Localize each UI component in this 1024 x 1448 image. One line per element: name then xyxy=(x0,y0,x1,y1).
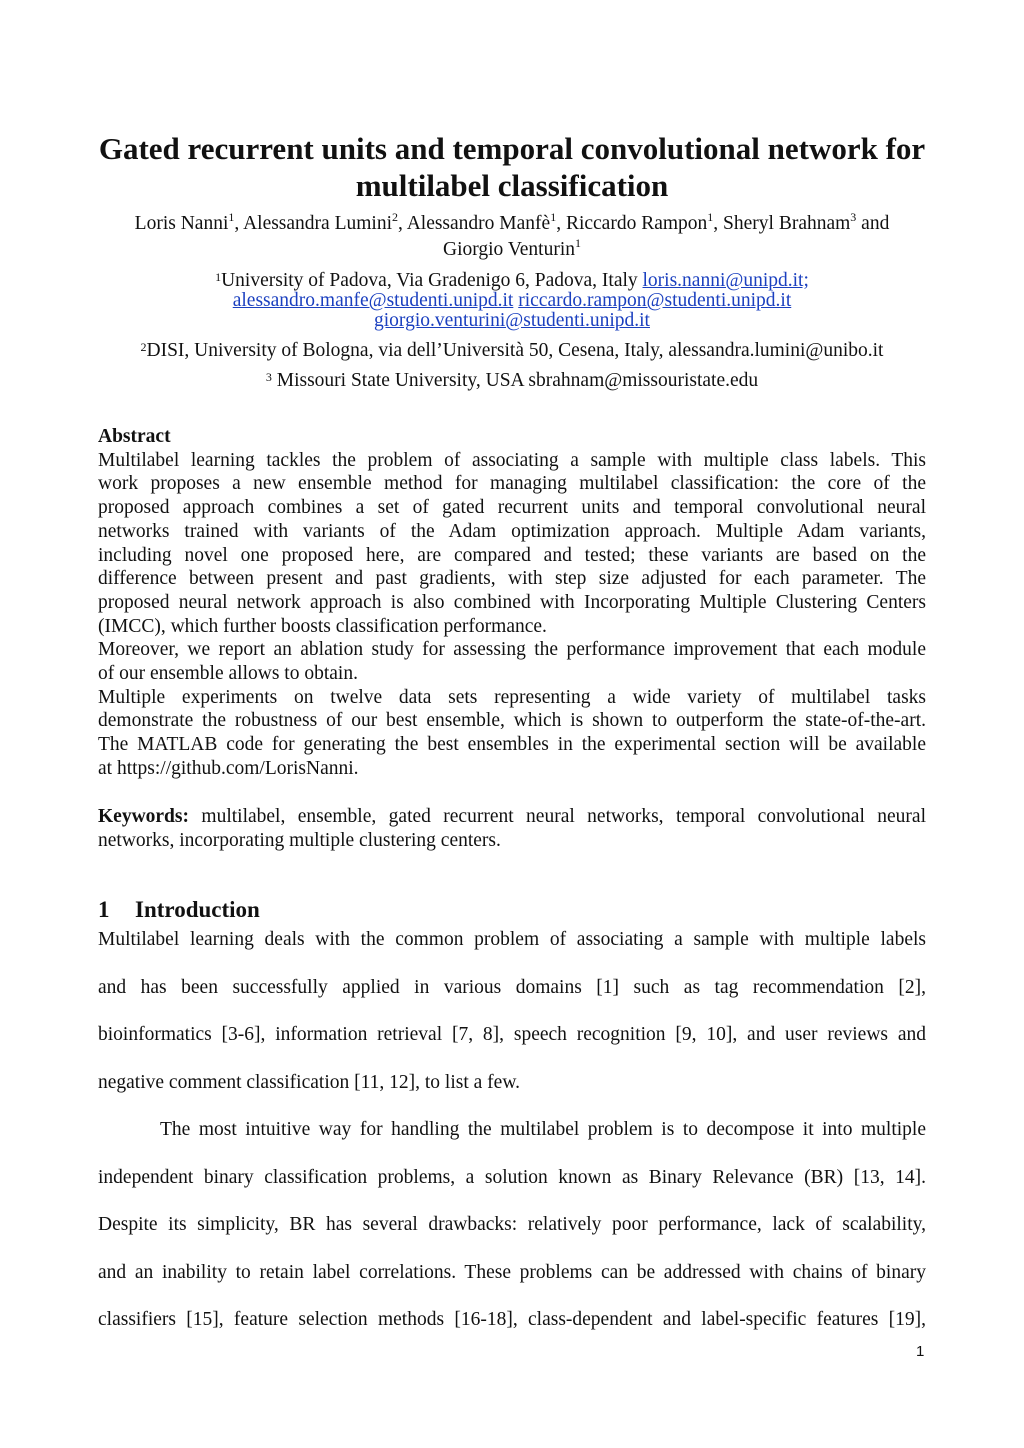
line-text: proposed neural network approach is also combined with Incorporating Multiple Clustering Centers xyxy=(98,591,926,613)
keywords xyxy=(98,805,926,852)
abstract xyxy=(98,425,926,781)
affiliation-text: DISI, University of Bologna, via dell’Università 50, Cesena, Italy, alessandra.lumini@unibo.it xyxy=(146,340,884,361)
author-name: Riccardo Rampon xyxy=(565,213,708,234)
author-name: Loris Nanni xyxy=(134,213,229,234)
text-line xyxy=(98,1011,926,1059)
affiliation-sup: 1 xyxy=(215,270,222,284)
author-line xyxy=(60,211,964,237)
line-text: at https://github.com/LorisNanni. xyxy=(98,757,359,779)
line-text: Despite its simplicity, BR has several drawbacks: relatively poor performance, lack of scalability, xyxy=(98,1214,926,1235)
text-line xyxy=(98,496,926,520)
author-name: Alessandro Manfè xyxy=(406,213,551,234)
keywords-label: Keywords: xyxy=(98,806,189,827)
line-text: The MATLAB code for generating the best ensembles in the experimental section will be available xyxy=(98,734,926,756)
affiliation-sup: 1 xyxy=(550,210,557,224)
text-line xyxy=(98,1059,926,1107)
text-line xyxy=(98,1201,926,1249)
author-name: Giorgio Venturin xyxy=(443,239,575,260)
text-line xyxy=(98,662,926,686)
text-line xyxy=(98,638,926,662)
affiliation-sup: 1 xyxy=(707,210,714,224)
text-line xyxy=(98,733,926,757)
author-list xyxy=(60,211,964,263)
line-text: Multilabel learning tackles the problem of associating a sample with multiple class labels. This xyxy=(98,449,926,471)
line-text: difference between present and past gradients, with step size adjusted for each parameter. The xyxy=(98,568,926,590)
title-line: multilabel classification xyxy=(355,168,669,203)
author-name: Sheryl Brahnam xyxy=(723,213,851,234)
line-text: Multiple experiments on twelve data sets representing a wide variety of multilabel tasks xyxy=(98,686,926,708)
text-line xyxy=(98,520,926,544)
paper-title xyxy=(60,130,964,204)
line-text: demonstrate the robustness of our best ensemble, which is shown to outperform the state-of-the-art. xyxy=(98,710,926,732)
text-line xyxy=(98,472,926,496)
text-line xyxy=(98,615,926,639)
line-text: proposed approach combines a set of gated recurrent units and temporal convolutional neural xyxy=(98,497,926,519)
email-link[interactable]: alessandro.manfe@studenti.unipd.it xyxy=(232,290,514,311)
affiliation-text: University of Padova, Via Gradenigo 6, Padova, Italy xyxy=(221,270,643,291)
line-text: and has been successfully applied in various domains [1] such as tag recommendation [2], xyxy=(98,976,926,998)
email-link[interactable]: giorgio.venturini@studenti.unipd.it xyxy=(374,310,650,331)
author-name: Alessandra Lumini xyxy=(243,213,392,234)
affiliation-sup: 2 xyxy=(140,340,147,354)
line-text: independent binary classification problems, a solution known as Binary Relevance (BR) [13, 14]. xyxy=(98,1166,926,1188)
introduction-body xyxy=(98,916,926,1344)
author-line xyxy=(60,237,964,263)
email-link[interactable]: riccardo.rampon@studenti.unipd.it xyxy=(518,290,792,311)
abstract-heading: Abstract xyxy=(98,426,171,447)
page-number: 1 xyxy=(916,1343,925,1360)
keywords-body xyxy=(98,805,926,852)
text-line xyxy=(98,449,926,473)
text-line xyxy=(98,567,926,591)
text-line xyxy=(98,805,926,829)
email-link[interactable]: loris.nanni@unipd.it; xyxy=(642,270,809,291)
abstract-body xyxy=(98,449,926,781)
author-separator: , xyxy=(713,213,724,234)
text-line xyxy=(98,544,926,568)
affiliation-text: Missouri State University, USA sbrahnam@missouristate.edu xyxy=(271,370,759,391)
text-line xyxy=(98,1249,926,1297)
line-text: multilabel, ensemble, gated recurrent neural networks, temporal convolutional neural xyxy=(189,806,926,827)
section-title: Introduction xyxy=(135,897,260,922)
line-text: work proposes a new ensemble method for managing multilabel classification: the core of the xyxy=(98,473,926,495)
line-text: bioinformatics [3-6], information retrieval [7, 8], speech recognition [9, 10], and user reviews and xyxy=(98,1024,926,1045)
text-line xyxy=(98,757,926,781)
text-line xyxy=(98,916,926,964)
text-line xyxy=(98,709,926,733)
line-text: networks, incorporating multiple clustering centers. xyxy=(98,829,501,851)
text-line xyxy=(98,1154,926,1202)
affiliation-3 xyxy=(60,371,964,391)
author-separator: , xyxy=(556,213,566,234)
affiliation-sup: 3 xyxy=(850,210,857,224)
intro-lines xyxy=(98,916,926,1344)
text-line xyxy=(98,1106,926,1154)
section-number: 1 xyxy=(98,897,110,922)
line-text: of our ensemble allows to obtain. xyxy=(98,663,358,685)
affiliation-sup: 1 xyxy=(228,210,235,224)
text-line xyxy=(98,964,926,1012)
text-line xyxy=(98,591,926,615)
line-text: Moreover, we report an ablation study for assessing the performance improvement that each module xyxy=(98,639,926,661)
line-text: classifiers [15], feature selection methods [16-18], class-dependent and label-specific features [19], xyxy=(98,1309,926,1330)
affiliation-1 xyxy=(60,271,964,331)
affiliation-2 xyxy=(60,341,964,361)
affiliation-sup: 1 xyxy=(575,236,581,250)
line-text: including novel one proposed here, are compared and tested; these variants are based on the xyxy=(98,544,926,566)
affiliation-sup: 2 xyxy=(392,210,398,224)
line-text: and an inability to retain label correlations. These problems can be addressed with chains of binary xyxy=(98,1261,926,1283)
text-line xyxy=(98,686,926,710)
author-separator: and xyxy=(856,213,890,234)
text-line xyxy=(98,829,926,853)
line-text: Multilabel learning deals with the common problem of associating a sample with multiple labels xyxy=(98,929,926,950)
affiliation-sup: 3 xyxy=(265,370,272,384)
title-line: Gated recurrent units and temporal convolutional network for xyxy=(98,131,926,166)
line-text: networks trained with variants of the Adam optimization approach. Multiple Adam variants, xyxy=(98,520,926,542)
author-separator: , xyxy=(398,213,407,234)
text-line xyxy=(98,1296,926,1344)
line-text: The most intuitive way for handling the multilabel problem is to decompose it into multiple xyxy=(160,1119,926,1140)
author-separator: , xyxy=(234,213,244,234)
line-text: (IMCC), which further boosts classification performance. xyxy=(98,615,547,637)
line-text: negative comment classification [11, 12], to list a few. xyxy=(98,1071,521,1093)
